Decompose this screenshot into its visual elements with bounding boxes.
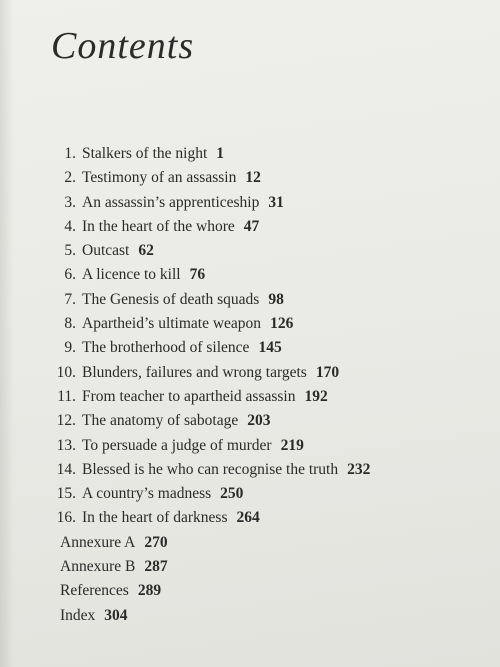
page-number: 289 [137,582,162,600]
page-number: 126 [270,315,294,333]
chapter-number: 16. [56,509,76,527]
page-number: 145 [258,339,282,357]
chapter-title: The anatomy of sabotage [82,412,239,430]
toc-entry-label [82,215,259,239]
toc-entry-label [82,312,293,336]
chapter-number: 3. [64,193,76,211]
page-gutter-shadow [0,0,14,667]
chapter-number: 4. [64,217,76,235]
chapter-number: 11. [57,387,76,405]
toc-entry-label [60,555,168,579]
toc-entry-label [82,239,154,263]
chapter-title: Apartheid’s ultimate weapon [82,315,262,333]
chapter-title: Blessed is he who can recognise the truth [82,460,339,478]
back-matter-title: Annexure B [60,558,136,576]
toc-entry-label [82,458,370,482]
page-number: 264 [236,509,260,527]
page-number: 98 [268,290,284,308]
chapter-title: An assassin’s apprenticeship [82,193,260,211]
toc-entry-label [82,166,261,190]
chapter-number: 15. [56,485,76,503]
chapter-title: In the heart of darkness [82,509,228,527]
chapter-title: A licence to kill [82,266,181,284]
page-number: 76 [189,266,206,284]
page-title: Contents [51,25,195,67]
chapter-title: Blunders, failures and wrong targets [82,363,307,381]
page-number: 47 [243,217,260,235]
back-matter-title: Index [60,606,96,624]
toc-entry-label [60,604,128,628]
toc-entry-label [82,191,284,215]
toc-entry-label [60,579,161,603]
toc-entry-label [60,531,168,555]
page-number: 219 [280,436,304,454]
toc-entry-label [82,506,260,530]
chapter-number: 2. [64,169,76,187]
chapter-title: The Genesis of death squads [82,290,260,308]
page-number: 192 [304,387,328,405]
chapter-title: A country’s madness [82,485,212,503]
page-number: 12 [245,169,261,187]
toc-entry-label [82,434,304,458]
toc-entry-label [82,263,205,287]
chapter-title: To persuade a judge of murder [82,436,272,454]
chapter-number: 9. [64,339,76,357]
chapter-title: Outcast [82,242,130,260]
toc-entry-label [82,142,224,166]
page-number: 304 [104,606,128,624]
page-number: 170 [315,363,340,381]
chapter-title: Stalkers of the night [82,145,208,162]
chapter-title: The brotherhood of silence [82,339,250,357]
chapter-title: From teacher to apartheid assassin [82,387,296,405]
chapter-number: 1. [64,145,76,162]
page-number: 232 [347,460,371,478]
page-number: 1 [216,145,225,162]
page-number: 31 [268,193,284,211]
chapter-number: 7. [64,290,76,308]
page-number: 250 [220,485,244,503]
toc-entry-label [82,361,339,385]
page-number: 287 [144,558,168,576]
chapter-number: 13. [56,436,76,454]
chapter-title: Testimony of an assassin [82,169,237,187]
toc-entry-label [82,409,270,433]
toc-entry-label [82,288,284,312]
chapter-number: 12. [56,412,76,430]
page-number: 203 [247,412,271,430]
chapter-number: 10. [56,363,76,381]
chapter-number: 6. [64,266,76,284]
chapter-number: 8. [64,315,76,333]
toc-entry-label [82,482,243,506]
chapter-number: 5. [64,242,76,260]
chapter-title: In the heart of the whore [82,217,235,235]
chapter-number: 14. [56,460,76,478]
toc-entry-label [82,336,282,360]
page-number: 270 [144,533,168,551]
toc-entry-label [82,385,328,409]
back-matter-title: References [60,582,129,600]
back-matter-title: Annexure A [60,533,136,551]
page-number: 62 [138,242,154,260]
